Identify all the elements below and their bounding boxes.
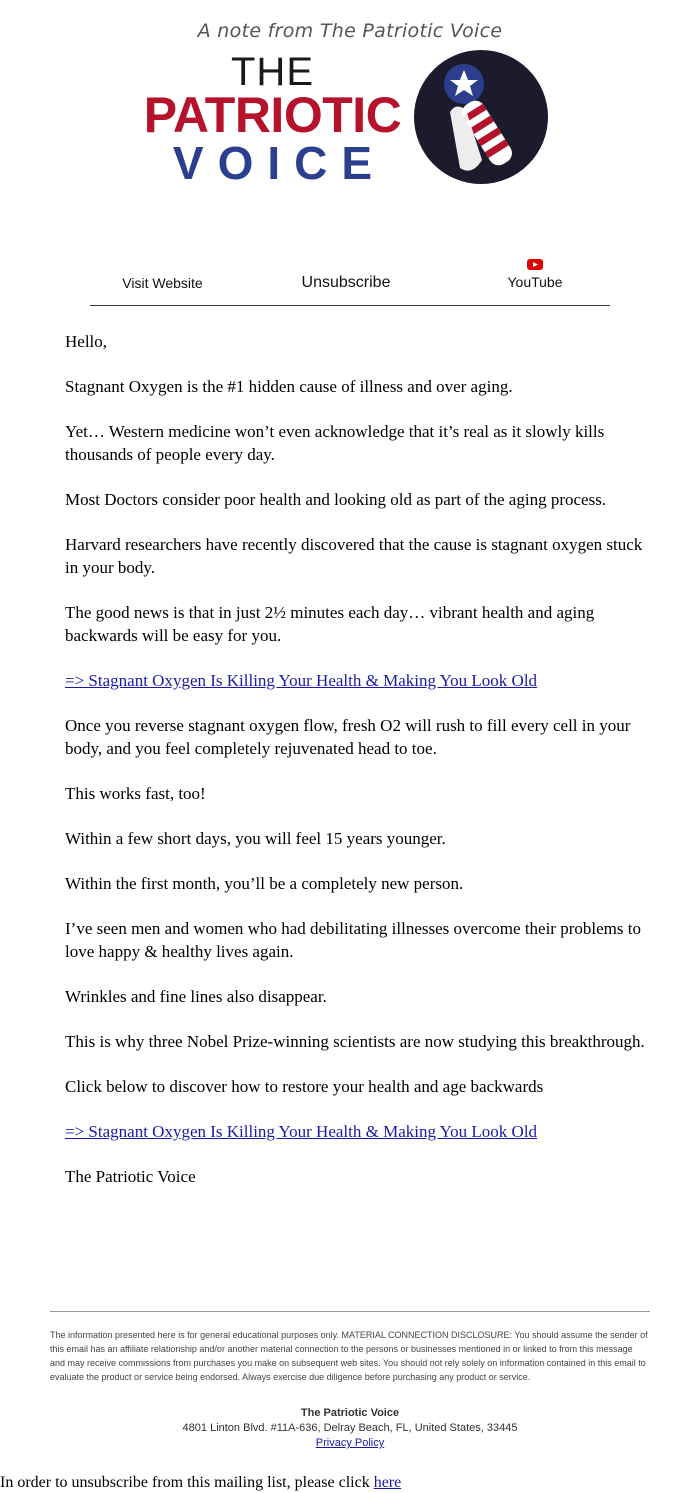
logo-line-patriotic: PATRIOTIC [143, 87, 402, 143]
footer [50, 1311, 650, 1451]
body-paragraph: Within a few short days, you will feel 15 years younger. [65, 829, 446, 848]
youtube-label: YouTube [507, 274, 563, 290]
email-body [65, 330, 645, 1210]
body-paragraph: Stagnant Oxygen is the #1 hidden cause of illness and over aging. [65, 377, 513, 396]
logo-wordmark [140, 50, 405, 189]
visit-website-link[interactable]: Visit Website [122, 275, 203, 291]
offer-link-2[interactable]: => Stagnant Oxygen Is Killing Your Health & Making You Look Old [65, 1122, 538, 1141]
unsubscribe-link[interactable]: Unsubscribe [301, 274, 391, 291]
privacy-policy-link[interactable]: Privacy Policy [315, 1437, 385, 1449]
body-paragraph: The good news is that in just 2½ minutes each day… vibrant health and aging backwards will be easy for you. [65, 603, 595, 645]
signoff: The Patriotic Voice [65, 1167, 196, 1186]
disclaimer-text: The information presented here is for general educational purposes only. MATERIAL CONNECTION DISCLOSURE: You should assume the sender of this email has an affiliate relationship and/or another material connection to the persons or businesses mentioned in or linked to from this message and may receive commissions from purchases you make on subsequent web sites. You should not rely solely on information contained in this email to evaluate the product or service being endorsed. Always exercise due diligence before purchasing any product or service. [50, 1330, 648, 1382]
body-paragraph: Within the first month, you’ll be a completely new person. [65, 874, 464, 893]
tagline: A note from The Patriotic Voice [197, 20, 503, 42]
body-paragraph: I’ve seen men and women who had debilitating illnesses overcome their problems to love happy & healthy lives again. [65, 919, 641, 961]
unsubscribe-notice [0, 1473, 401, 1493]
footer-address: 4801 Linton Blvd. #11A-636, Delray Beach, FL, United States, 33445 [182, 1422, 518, 1434]
logo-line-the: THE [231, 50, 314, 94]
unsubscribe-here-link[interactable]: here [373, 1474, 402, 1491]
footer-org-name: The Patriotic Voice [300, 1407, 400, 1419]
offer-link-1[interactable]: => Stagnant Oxygen Is Killing Your Health & Making You Look Old [65, 671, 538, 690]
body-paragraph: This is why three Nobel Prize-winning scientists are now studying this breakthrough. [65, 1032, 645, 1051]
body-paragraph: Most Doctors consider poor health and looking old as part of the aging process. [65, 490, 607, 509]
youtube-link[interactable] [492, 259, 578, 290]
body-paragraph: Once you reverse stagnant oxygen flow, fresh O2 will rush to fill every cell in your body, and you feel completely rejuvenated head to toe. [65, 716, 631, 758]
logo-line-voice: VOICE [172, 137, 387, 189]
body-paragraph: This works fast, too! [65, 784, 206, 803]
body-paragraph: Click below to discover how to restore your health and age backwards [65, 1077, 544, 1096]
microphone-emblem-icon [412, 48, 550, 186]
greeting: Hello, [65, 332, 108, 351]
top-nav [90, 255, 610, 306]
body-paragraph: Wrinkles and fine lines also disappear. [65, 987, 327, 1006]
unsubscribe-notice-text: In order to unsubscribe from this mailing list, please click [0, 1474, 374, 1491]
address-block [50, 1406, 650, 1451]
youtube-icon [527, 259, 543, 270]
body-paragraph: Harvard researchers have recently discovered that the cause is stagnant oxygen stuck in your body. [65, 535, 643, 577]
body-paragraph: Yet… Western medicine won’t even acknowledge that it’s real as it slowly kills thousands of people every day. [65, 422, 605, 464]
